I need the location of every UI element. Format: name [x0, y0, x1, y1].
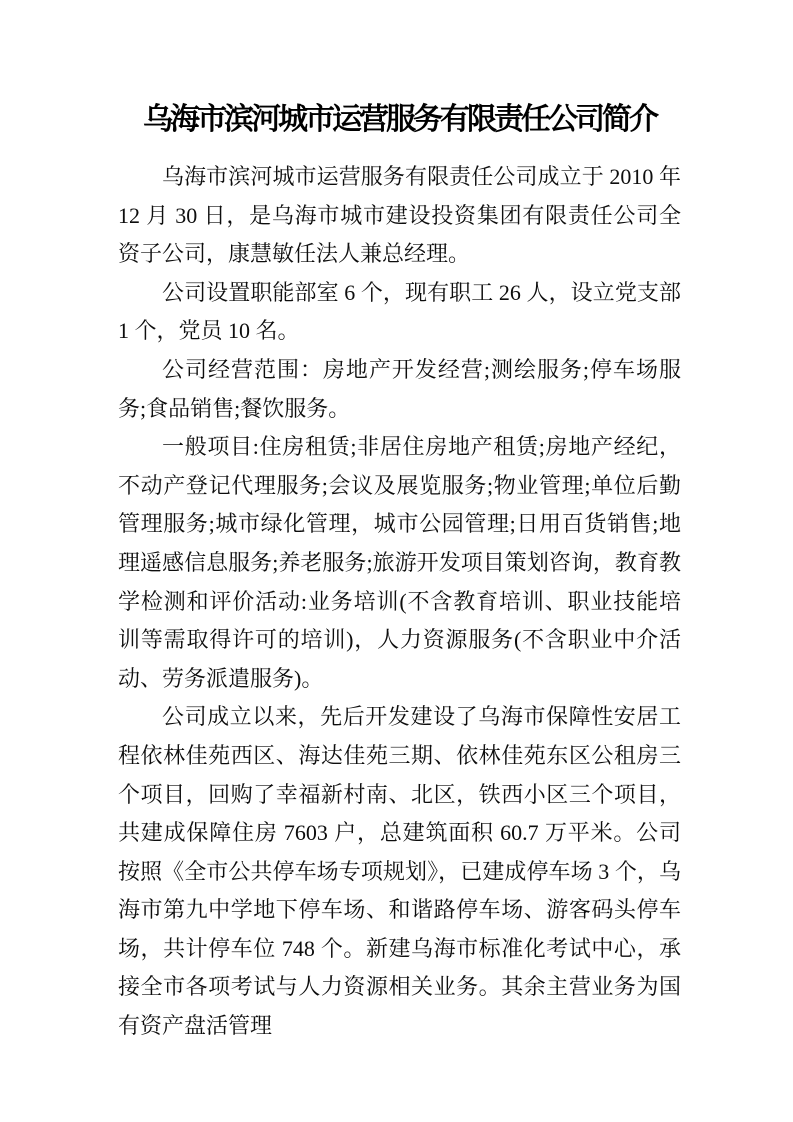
- body-paragraph-business-scope: 公司经营范围：房地产开发经营;测绘服务;停车场服务;食品销售;餐饮服务。: [118, 356, 681, 421]
- body-paragraph-staffing: 公司设置职能部室 6 个，现有职工 26 人，设立党支部 1 个，党员 10 名。: [118, 279, 681, 344]
- body-paragraph-achievements: 公司成立以来，先后开发建设了乌海市保障性安居工程依林佳苑西区、海达佳苑三期、依林佳苑东区公租房三个项目，回购了幸福新村南、北区，铁西小区三个项目，共建成保障住房 7603 户，总建筑面积 60.7 万平米。公司按照《全市公共停车场专项规划》，已建成停车场 3 个，乌海市第九中学地下停车场、和谐路停车场、游客码头停车场，共计停车位 748 个。新建乌海市标准化考试中心，承接全市各项考试与人力资源相关业务。其余主营业务为国有资产盘活管理: [118, 704, 681, 1039]
- body-paragraph-general-projects: 一般项目:住房租赁;非居住房地产租赁;房地产经纪，不动产登记代理服务;会议及展览服务;物业管理;单位后勤管理服务;城市绿化管理，城市公园管理;日用百货销售;地理遥感信息服务;养老服务;旅游开发项目策划咨询，教育教学检测和评价活动:业务培训(不含教育培训、职业技能培训等需取得许可的培训)，人力资源服务(不含职业中介活动、劳务派遣服务)。: [118, 434, 681, 691]
- body-paragraph-company-founding: 乌海市滨河城市运营服务有限责任公司成立于 2010 年 12 月 30 日，是乌海市城市建设投资集团有限责任公司全资子公司，康慧敏任法人兼总经理。: [118, 164, 681, 267]
- document-body: [118, 158, 681, 1046]
- document-title: 乌海市滨河城市运营服务有限责任公司简介: [143, 103, 656, 136]
